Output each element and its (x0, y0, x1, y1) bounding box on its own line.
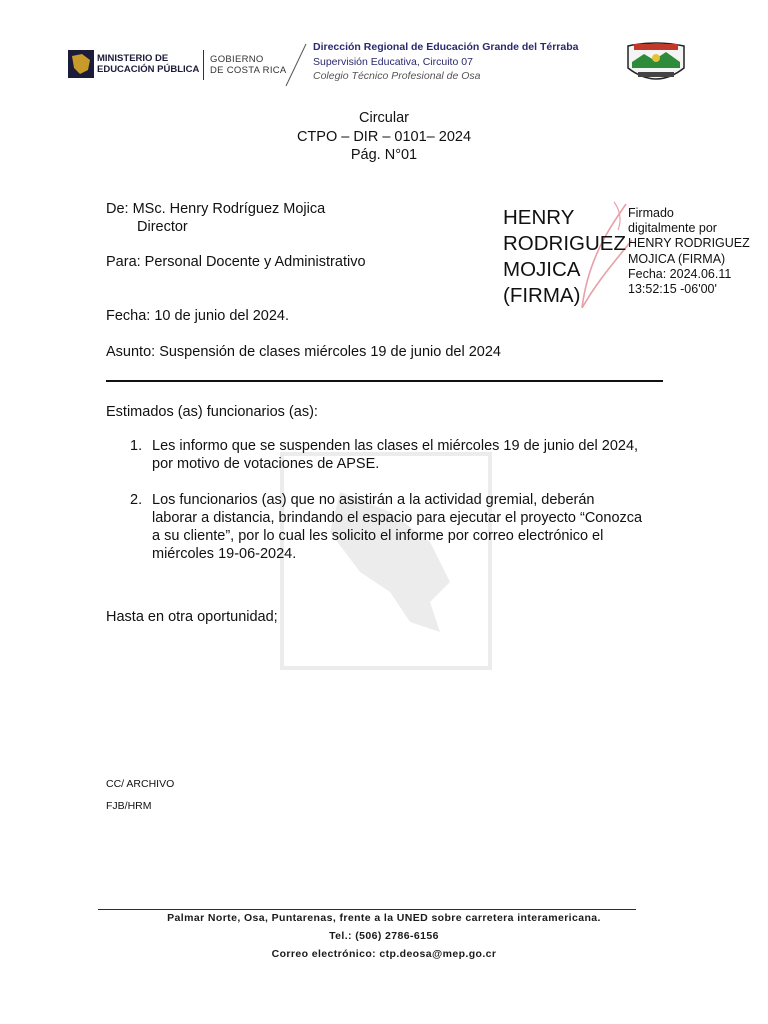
signature-detail-line: digitalmente por (628, 221, 717, 236)
signature-detail-line: Fecha: 2024.06.11 (628, 266, 732, 281)
signature-name-line: HENRY (503, 206, 575, 229)
list-item-line: Les informo que se suspenden las clases el miércoles 19 de junio del 2024, (152, 438, 639, 454)
gob-line-2: DE COSTA RICA (210, 65, 287, 76)
region-line-1: Dirección Regional de Educación Grande del Térraba (313, 41, 579, 53)
gob-line-1: GOBIERNO (210, 54, 264, 65)
header-slash (284, 42, 308, 88)
header-divider (203, 50, 204, 80)
initials-line: FJB/HRM (106, 800, 152, 812)
school-shield-icon (624, 40, 688, 88)
signature-name-line: MOJICA (503, 258, 581, 281)
circular-code: CTPO – DIR – 0101– 2024 (296, 129, 472, 145)
signature-name-line: RODRIGUEZ (503, 232, 626, 255)
region-line-3: Colegio Técnico Profesional de Osa (313, 70, 481, 82)
mep-line-2: EDUCACIÓN PÚBLICA (97, 64, 200, 75)
gobierno-name (210, 54, 287, 76)
list-item-number: 2. (130, 492, 143, 508)
footer-email: Correo electrónico: ctp.deosa@mep.go.cr (271, 948, 497, 960)
mep-line-1: MINISTERIO DE (97, 53, 169, 64)
signature-detail-line: HENRY RODRIGUEZ (628, 236, 750, 251)
from-role: Director (137, 219, 188, 235)
circular-title: Circular (359, 110, 409, 126)
cc-line: CC/ ARCHIVO (106, 778, 175, 790)
footer-divider (98, 909, 636, 910)
region-line-2: Supervisión Educativa, Circuito 07 (313, 56, 473, 68)
mep-name (97, 53, 199, 75)
page-number: Pág. N°01 (350, 147, 418, 163)
list-item (130, 437, 690, 477)
list-item (130, 491, 690, 567)
closing: Hasta en otra oportunidad; (106, 609, 278, 625)
footer-phone: Tel.: (506) 2786-6156 (329, 930, 439, 942)
list-item-line: por motivo de votaciones de APSE. (152, 456, 380, 472)
signature-detail-line: 13:52:15 -06'00' (628, 282, 717, 297)
signature-detail-line: Firmado (628, 206, 674, 220)
mep-logo-icon (68, 50, 94, 78)
signature-name-line: (FIRMA) (503, 284, 581, 307)
from-line: De: MSc. Henry Rodríguez Mojica (106, 201, 326, 217)
to-line: Para: Personal Docente y Administrativo (106, 254, 366, 270)
date-line: Fecha: 10 de junio del 2024. (106, 308, 289, 324)
list-item-number: 1. (130, 438, 143, 454)
list-item-line: laborar a distancia, brindando el espacio para ejecutar el proyecto “Conozca (152, 510, 643, 526)
signature-detail-line: MOJICA (FIRMA) (628, 251, 726, 266)
list-item-line: a su cliente”, por lo cual les solicito el informe por correo electrónico el (152, 528, 604, 544)
list-item-line: miércoles 19-06-2024. (152, 546, 297, 562)
signature-details (628, 206, 750, 297)
greeting: Estimados (as) funcionarios (as): (106, 404, 318, 420)
footer-address: Palmar Norte, Osa, Puntarenas, frente a la UNED sobre carretera interamericana. (167, 912, 601, 924)
subject-line: Asunto: Suspensión de clases miércoles 19 de junio del 2024 (106, 344, 501, 360)
list-item-line: Los funcionarios (as) que no asistirán a la actividad gremial, deberán (152, 492, 595, 508)
signature-name (503, 205, 626, 309)
section-divider (106, 380, 663, 382)
